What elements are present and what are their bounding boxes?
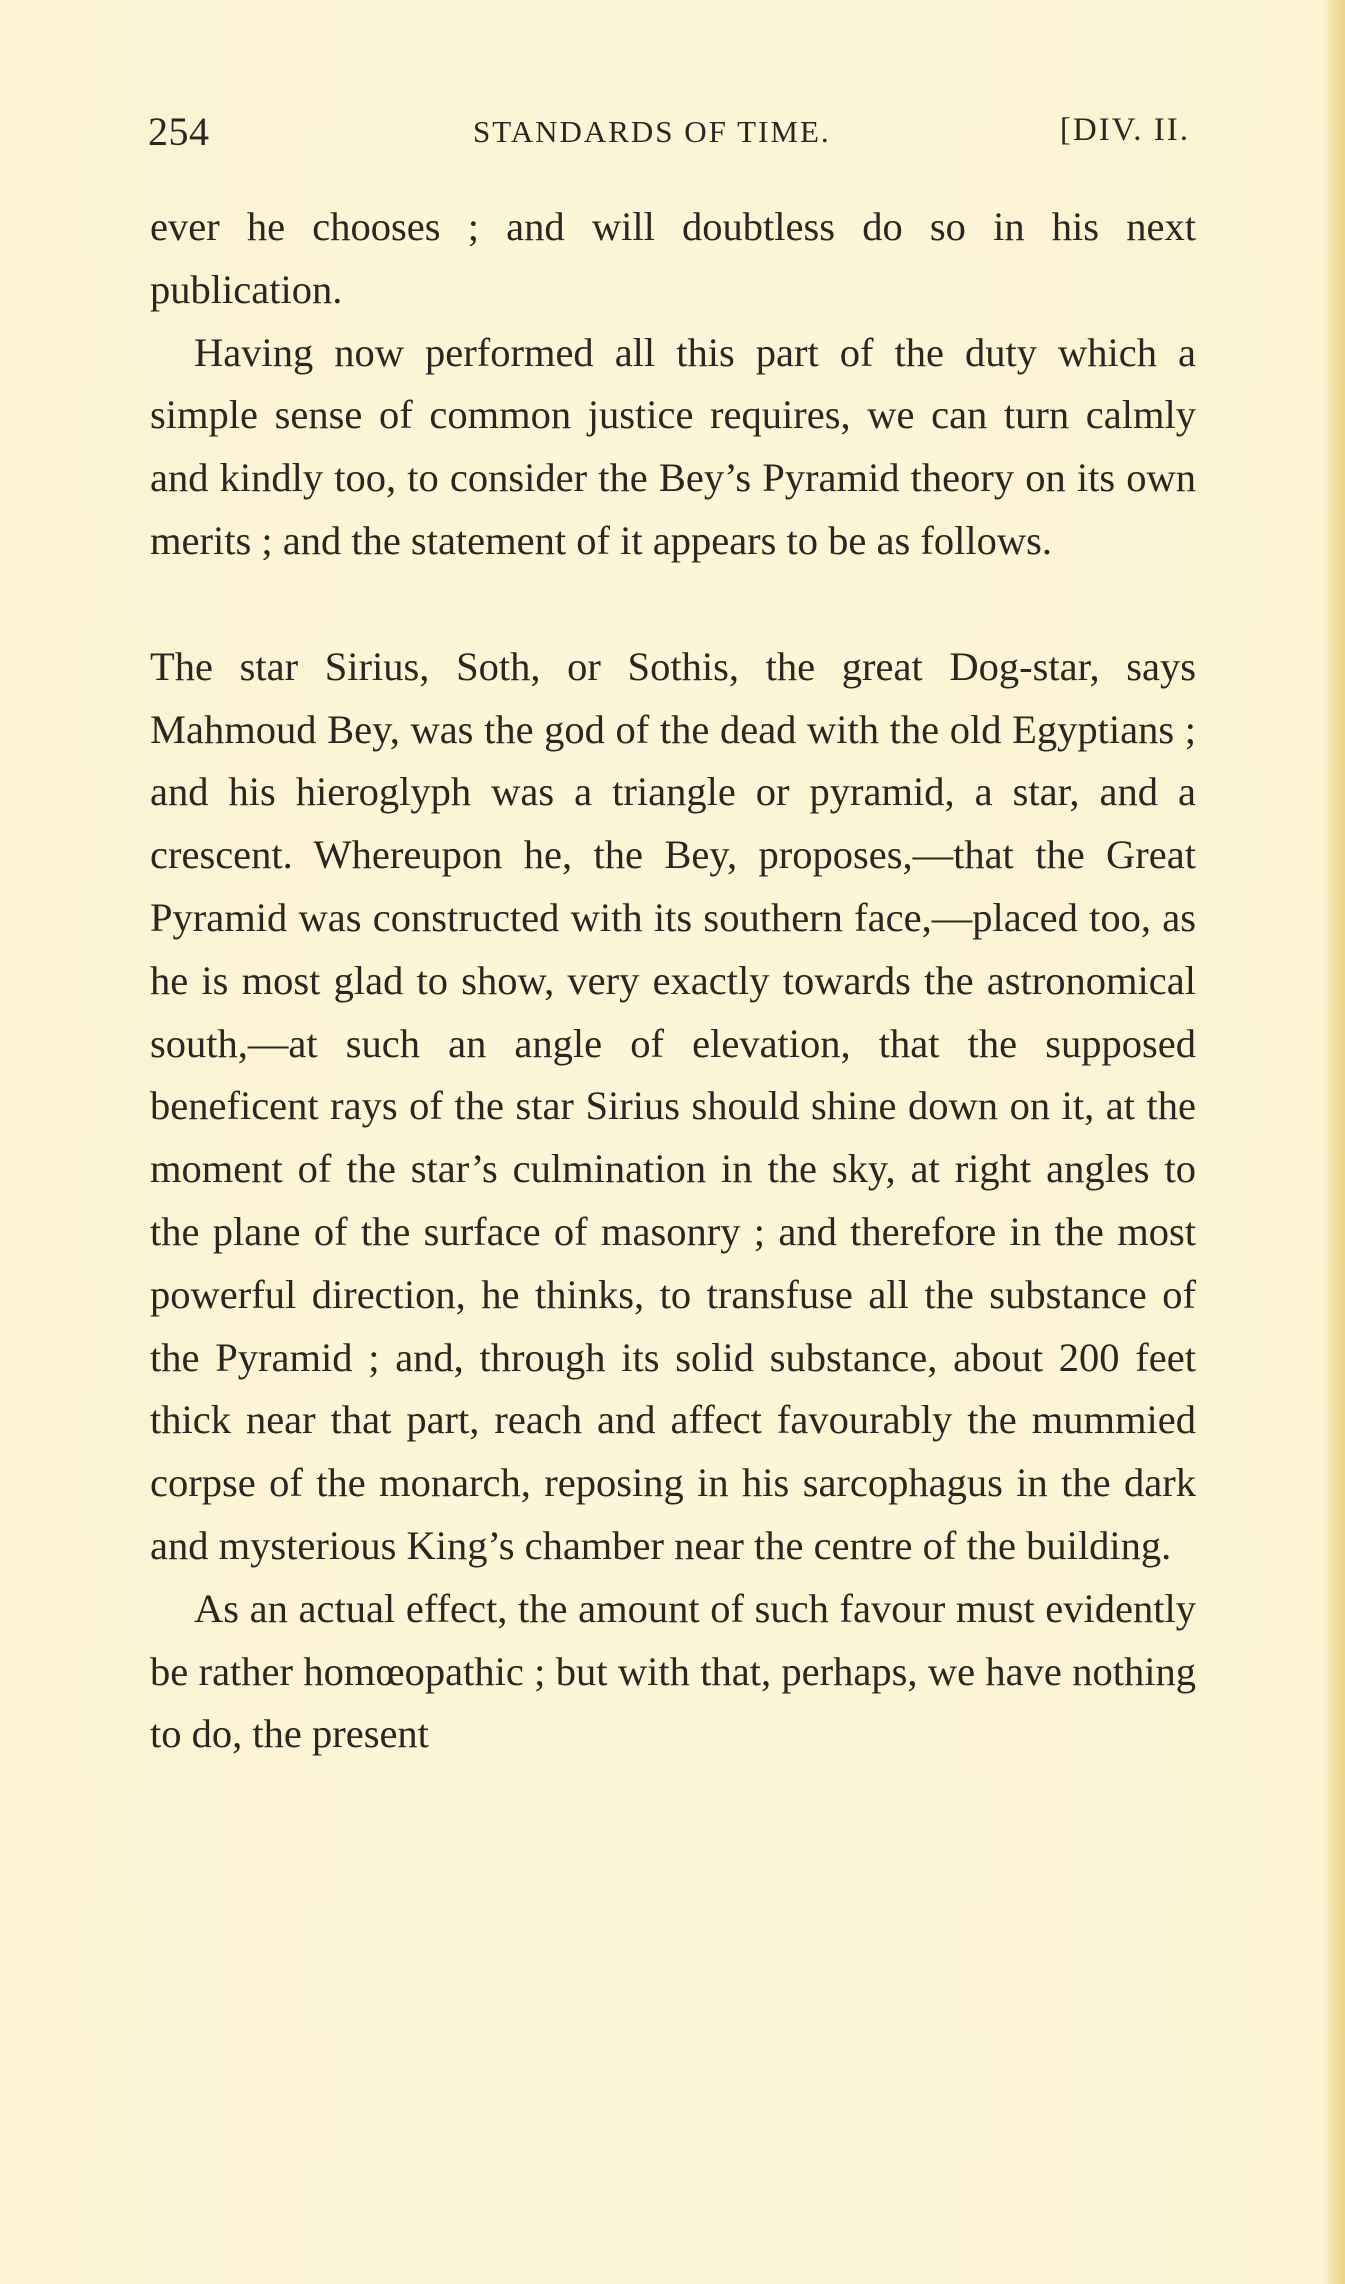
division-label: [DIV. II. <box>1059 112 1190 148</box>
running-header <box>148 108 1198 164</box>
paragraph-justice: Having now performed all this part of the duty which a simple sense of common justice requires, we can turn calmly and kindly too, to consider the Bey’s Pyramid theory on its own merits ; and the statement of it appears to be as follows. <box>150 329 1196 563</box>
paragraph-continuation: ever he chooses ; and will doubtless do so in his next publication. <box>150 204 1196 312</box>
body-text <box>150 196 1196 1766</box>
running-title: STANDARDS OF TIME. <box>473 114 831 149</box>
paragraph-effect: As an actual effect, the amount of such favour must evidently be rather homœopathic ; but with that, perhaps, we have nothing to do, the present <box>150 1585 1196 1757</box>
page-edge-shadow <box>1323 0 1345 2284</box>
paragraph-sirius-theory: The star Sirius, Soth, or Sothis, the great Dog-star, says Mahmoud Bey, was the god of the dead with the old Egyptians ; and his hieroglyph was a triangle or pyramid, a star, and a crescent. Whereupon he, the Bey, proposes,—that the Great Pyramid was constructed with its southern face,—placed too, as he is most glad to show, very exactly towards the astronomical south,—at such an angle of elevation, that the supposed beneficent rays of the star Sirius should shine down on it, at the moment of the star’s culmination in the sky, at right angles to the plane of the surface of masonry ; and therefore in the most powerful direction, he thinks, to transfuse all the substance of the Pyramid ; and, through its solid substance, about 200 feet thick near that part, reach and affect favourably the mummied corpse of the monarch, reposing in his sarcophagus in the dark and mysterious King’s chamber near the centre of the building. <box>150 643 1196 1568</box>
page-number: 254 <box>148 109 210 154</box>
